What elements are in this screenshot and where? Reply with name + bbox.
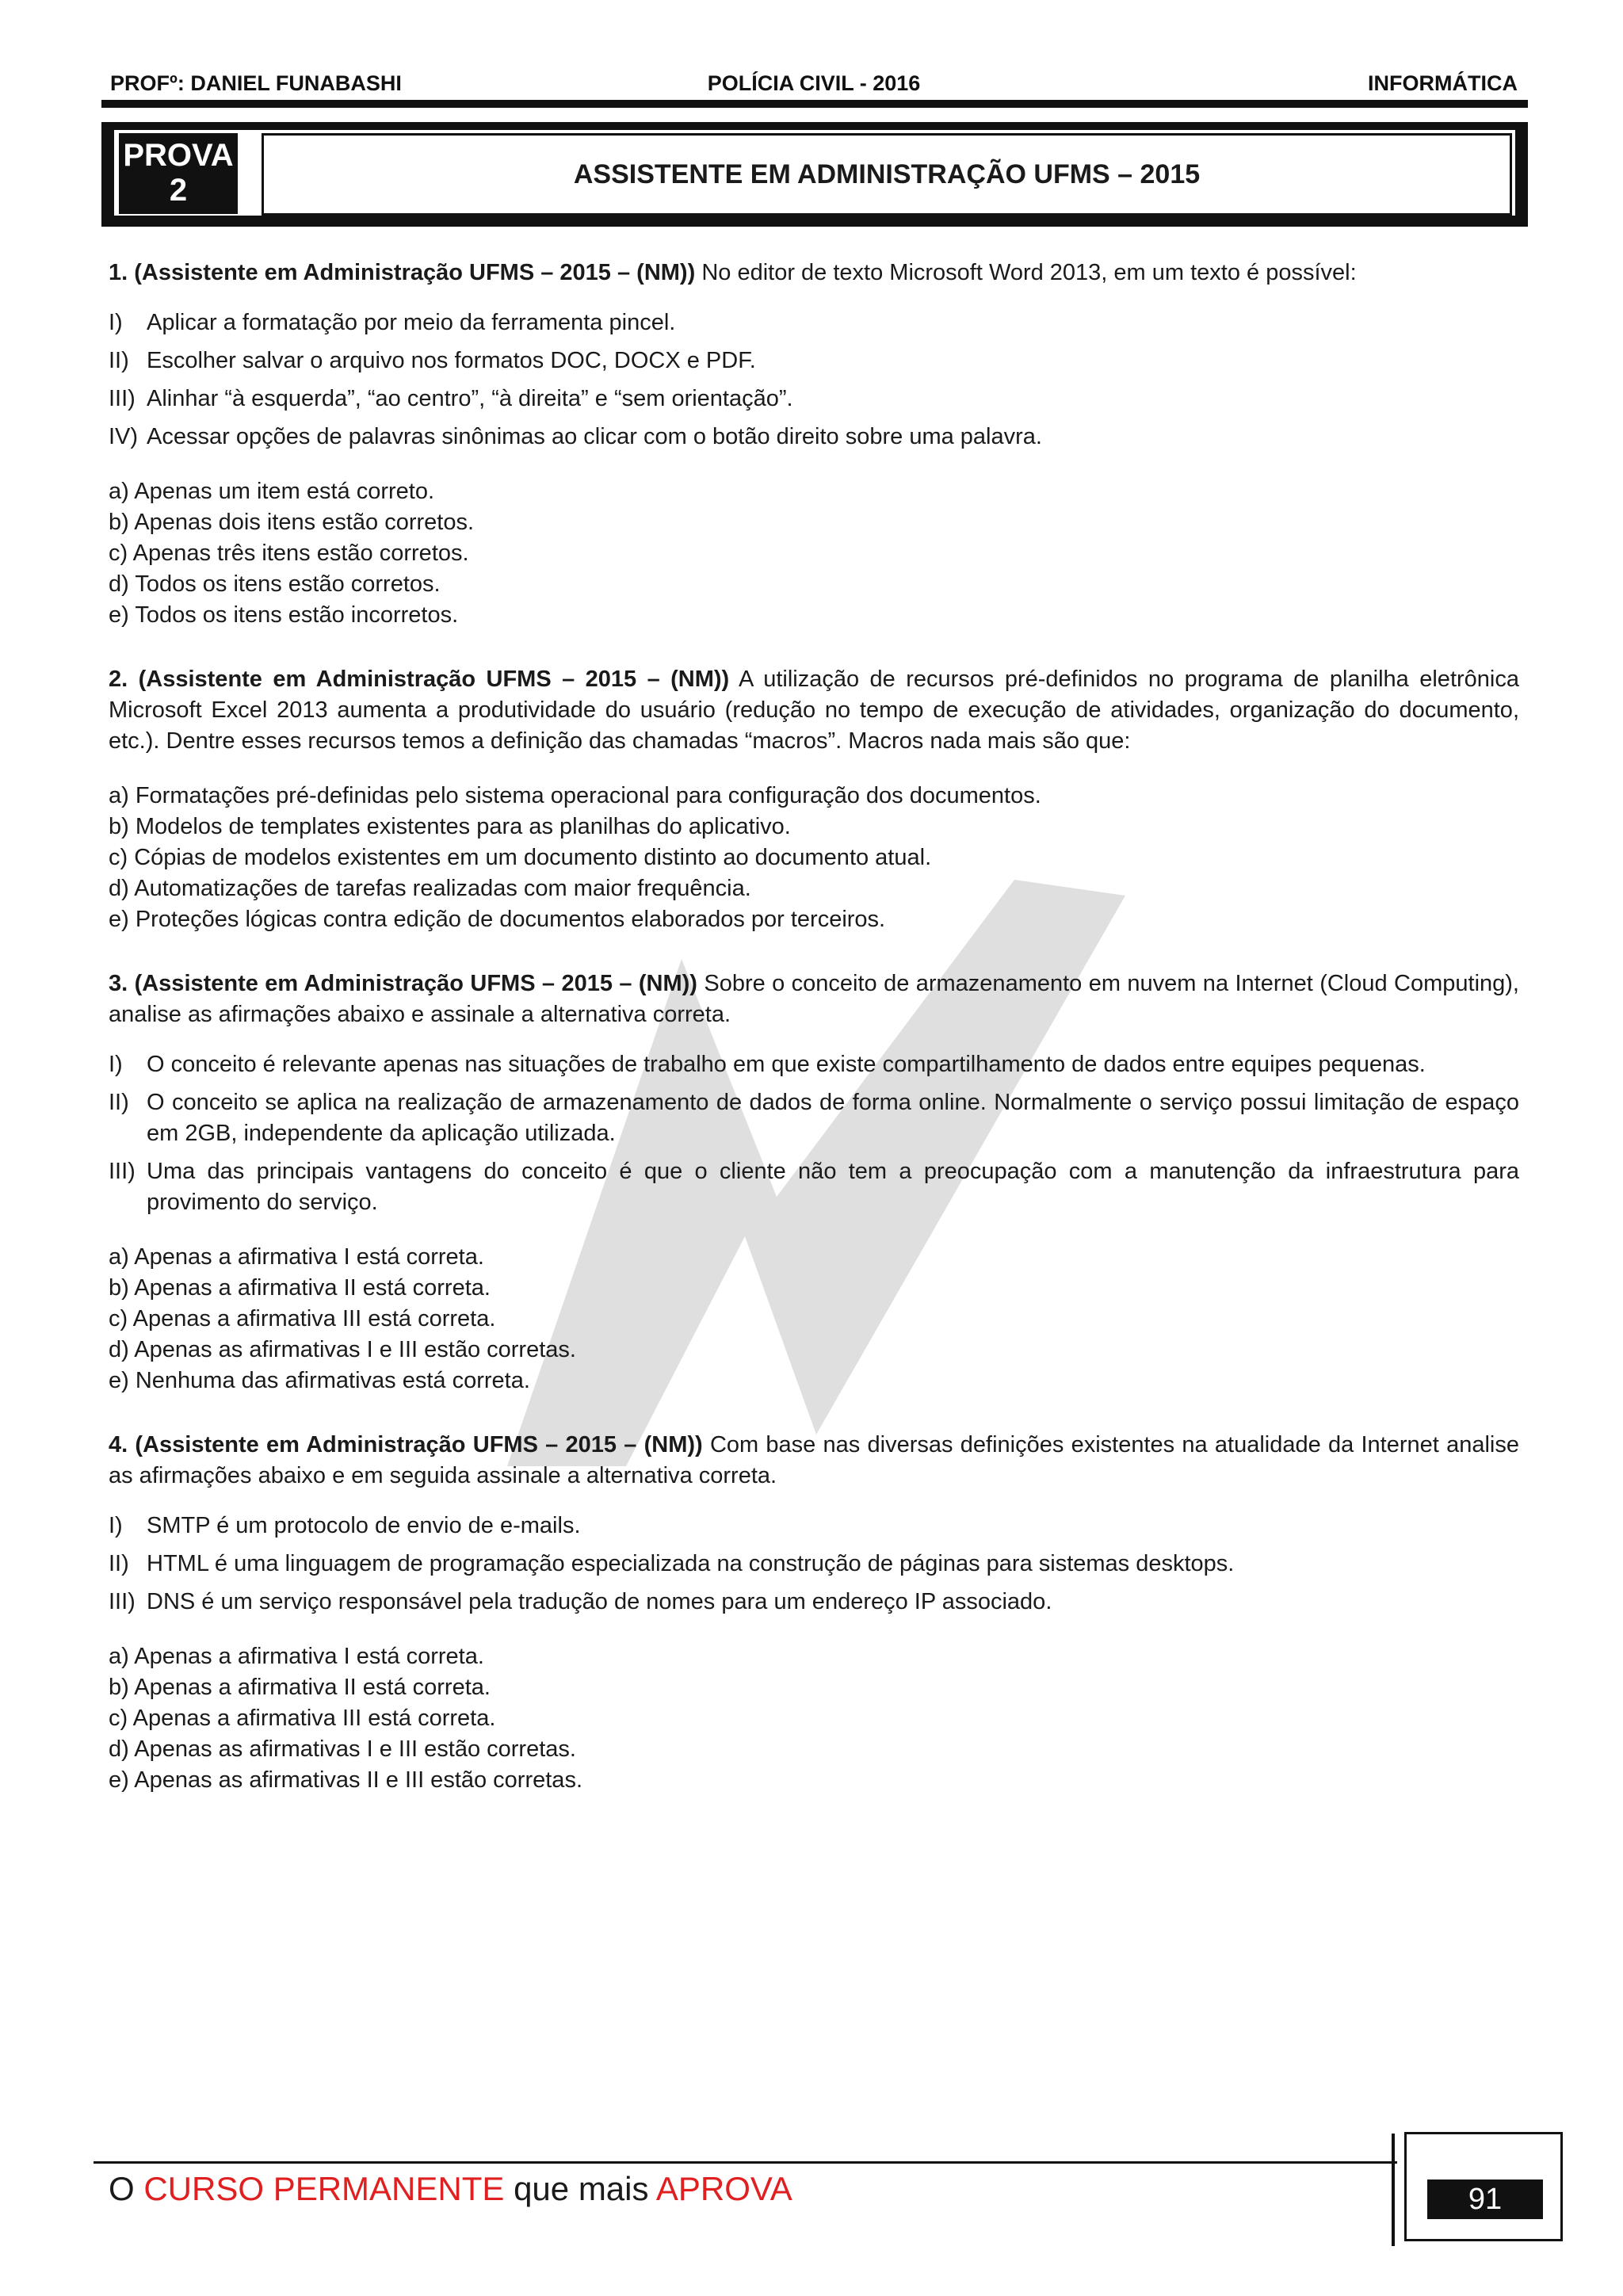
answer-option: d) Apenas as afirmativas I e III estão corretas. — [109, 1736, 576, 1762]
statement-text: DNS é um serviço responsável pela tradução de nomes para um endereço IP associado. — [147, 1589, 1052, 1614]
question-source: 1. (Assistente em Administração UFMS – 2015 – (NM)) — [109, 260, 696, 285]
answer-option: d) Todos os itens estão corretos. — [109, 571, 441, 597]
statement-numeral: II) — [109, 1090, 129, 1115]
statement-item — [109, 1511, 1519, 1541]
statement-item — [109, 1049, 1519, 1080]
statement-item — [109, 422, 1519, 453]
statement-item — [109, 1549, 1519, 1580]
footer-rule — [94, 2161, 1397, 2164]
answer-option: d) Apenas as afirmativas I e III estão corretas. — [109, 1337, 576, 1362]
header-author: PROFº: DANIEL FUNABASHI — [110, 71, 402, 95]
answer-option: d) Automatizações de tarefas realizadas com maior frequência. — [109, 876, 751, 901]
question-text: No editor de texto Microsoft Word 2013, em um texto é possível: — [695, 260, 1357, 285]
answer-option: b) Modelos de templates existentes para as planilhas do aplicativo. — [109, 814, 791, 839]
answer-option: e) Proteções lógicas contra edição de documentos elaborados por terceiros. — [109, 907, 886, 932]
answer-options — [109, 476, 1519, 631]
question-stem — [109, 258, 1519, 288]
prova-number: 2 — [169, 173, 188, 208]
statement-text: Uma das principais vantagens do conceito é que o cliente não tem a preocupação com a manutenção da infraestrutura para provimento do serviço. — [147, 1159, 1519, 1215]
statement-text: Acessar opções de palavras sinônimas ao clicar com o botão direito sobre uma palavra. — [147, 424, 1042, 449]
answer-option: a) Formatações pré-definidas pelo sistema operacional para configuração dos documentos. — [109, 783, 1041, 808]
header-subject: INFORMÁTICA — [1368, 71, 1518, 95]
question-text: Sobre o conceito de armazenamento em nuvem na Internet (Cloud Computing), analise as afirmações abaixo e assinale a alternativa correta. — [109, 971, 1519, 1027]
statement-list — [109, 1049, 1519, 1218]
answer-option: b) Apenas a afirmativa II está correta. — [109, 1275, 491, 1301]
statement-item — [109, 308, 1519, 338]
answer-option: a) Apenas a afirmativa I está correta. — [109, 1644, 484, 1669]
statement-text: HTML é uma linguagem de programação especializada na construção de páginas para sistemas desktops. — [147, 1551, 1235, 1576]
question-source: 4. (Assistente em Administração UFMS – 2015 – (NM)) — [109, 1432, 703, 1457]
statement-text: O conceito se aplica na realização de armazenamento de dados de forma online. Normalmente o serviço possui limitação de espaço em 2GB, independente da aplicação utilizada. — [147, 1090, 1519, 1146]
statement-item — [109, 346, 1519, 376]
answer-option: b) Apenas a afirmativa II está correta. — [109, 1675, 491, 1700]
question-2 — [109, 631, 1519, 935]
statement-numeral: III) — [109, 1159, 136, 1184]
header-course: POLÍCIA CIVIL - 2016 — [707, 71, 921, 95]
prova-badge — [119, 133, 238, 214]
header-rule — [101, 100, 1528, 108]
statement-text: O conceito é relevante apenas nas situações de trabalho em que existe compartilhamento de dados entre equipes pequenas. — [147, 1052, 1426, 1077]
statement-numeral: I) — [109, 1513, 123, 1538]
statement-item — [109, 1587, 1519, 1618]
answer-options — [109, 1242, 1519, 1396]
statement-item — [109, 384, 1519, 415]
statement-numeral: I) — [109, 1052, 123, 1077]
answer-option: e) Todos os itens estão incorretos. — [109, 602, 459, 628]
statement-numeral: II) — [109, 1551, 129, 1576]
footer-divider — [1392, 2134, 1395, 2246]
question-source: 2. (Assistente em Administração UFMS – 2015 – (NM)) — [109, 667, 730, 692]
statement-numeral: I) — [109, 310, 123, 335]
answer-option: a) Apenas a afirmativa I está correta. — [109, 1244, 484, 1270]
answer-option: b) Apenas dois itens estão corretos. — [109, 510, 475, 535]
prova-label: PROVA — [123, 138, 234, 173]
question-stem — [109, 968, 1519, 1030]
statement-text: Aplicar a formatação por meio da ferramenta pincel. — [147, 310, 676, 335]
answer-option: c) Apenas a afirmativa III está correta. — [109, 1306, 496, 1331]
answer-option: e) Apenas as afirmativas II e III estão corretas. — [109, 1767, 582, 1793]
answer-option: c) Apenas a afirmativa III está correta. — [109, 1706, 496, 1731]
statement-text: SMTP é um protocolo de envio de e-mails. — [147, 1513, 581, 1538]
footer-slogan: O CURSO PERMANENTE que mais APROVA — [109, 2170, 792, 2207]
question-1 — [109, 258, 1519, 631]
document-body — [109, 258, 1519, 1796]
statement-text: Alinhar “à esquerda”, “ao centro”, “à direita” e “sem orientação”. — [147, 386, 793, 411]
question-stem — [109, 664, 1519, 757]
answer-option: a) Apenas um item está correto. — [109, 479, 435, 504]
question-source: 3. (Assistente em Administração UFMS – 2015 – (NM)) — [109, 971, 697, 996]
question-text: Com base nas diversas definições existentes na atualidade da Internet analise as afirmações abaixo e em seguida assinale a alternativa correta. — [109, 1432, 1519, 1488]
running-header — [109, 68, 1519, 100]
statement-item — [109, 1087, 1519, 1149]
answer-options — [109, 781, 1519, 935]
answer-options — [109, 1641, 1519, 1796]
statement-numeral: IV) — [109, 424, 139, 449]
question-text: A utilização de recursos pré-definidos no programa de planilha eletrônica Microsoft Excel 2013 aumenta a produtividade do usuário (redução no tempo de execução de atividades, organização do documento, etc.). Dentre esses recursos temos a definição das chamadas “macros”. Macros nada mais são que: — [109, 667, 1519, 754]
question-stem — [109, 1430, 1519, 1492]
statement-text: Escolher salvar o arquivo nos formatos DOC, DOCX e PDF. — [147, 348, 756, 373]
answer-option: c) Apenas três itens estão corretos. — [109, 541, 469, 566]
exam-title: ASSISTENTE EM ADMINISTRAÇÃO UFMS – 2015 — [262, 133, 1512, 216]
statement-numeral: III) — [109, 1589, 136, 1614]
page-number: 91 — [1427, 2179, 1543, 2219]
answer-option: c) Cópias de modelos existentes em um documento distinto ao documento atual. — [109, 845, 932, 870]
question-4 — [109, 1396, 1519, 1796]
statement-list — [109, 308, 1519, 453]
statement-list — [109, 1511, 1519, 1618]
answer-option: e) Nenhuma das afirmativas está correta. — [109, 1368, 530, 1393]
question-3 — [109, 935, 1519, 1396]
statement-item — [109, 1156, 1519, 1218]
statement-numeral: III) — [109, 386, 136, 411]
statement-numeral: II) — [109, 348, 129, 373]
